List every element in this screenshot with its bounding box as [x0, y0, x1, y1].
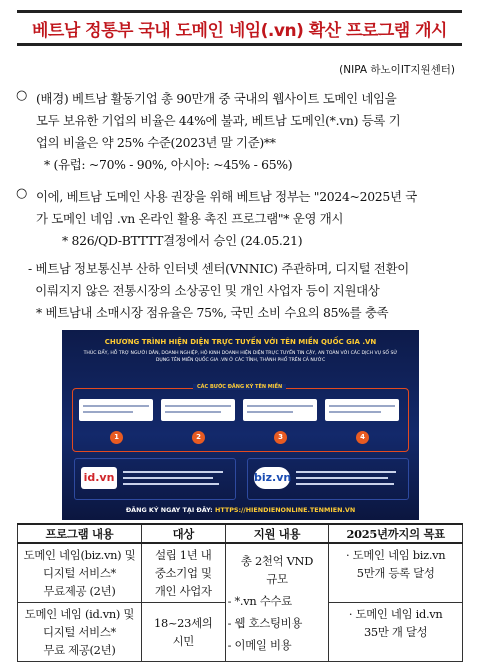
- biz-vn-logo: biz.vn: [254, 467, 290, 489]
- cell-line: 무료 제공(2년): [43, 643, 116, 657]
- cell-line: - 이메일 비용: [227, 638, 292, 652]
- table-cell-goal: [329, 543, 463, 603]
- cell-line: 개인 사업자: [154, 584, 212, 598]
- bullet-circle-1: ○: [16, 88, 28, 103]
- bullet-circle-2: ○: [16, 186, 28, 201]
- paragraph-note: * (유럽: ~70% - 90%, 아시아: ~45% - 65%): [44, 157, 293, 172]
- paragraph-line: 이뤄지지 않은 전통시장의 소상공인 및 개인 사업자 등이 지원대상: [28, 283, 380, 298]
- cell-line: 18~23세의: [154, 616, 213, 630]
- table-cell-target: [141, 603, 225, 662]
- banner-footer-url: HTTPS://HIENDIENONLINE.TENMIEN.VN: [214, 506, 356, 514]
- paragraph-line: - 베트남 정보통신부 산하 인터넷 센터(VNNIC) 주관하며, 디지털 전환이: [28, 261, 409, 276]
- cell-line: 중소기업 및: [154, 566, 212, 580]
- cell-line: 도메인 네임(biz.vn) 및: [23, 548, 136, 562]
- program-banner-image: [62, 330, 419, 520]
- paragraph-line: 업의 비율은 약 25% 수준(2023년 말 기준)**: [36, 135, 276, 150]
- paragraph-line: 모두 보유한 기업의 비율은 44%에 불과, 베트남 도메인(*.vn) 등록 기: [36, 113, 401, 128]
- cell-line: · 도메인 네임 id.vn: [348, 607, 443, 621]
- cell-line: 시민: [172, 634, 194, 648]
- banner-footer-prefix: ĐĂNG KÝ NGAY TẠI ĐÂY:: [125, 506, 213, 514]
- banner-title: CHƯƠNG TRÌNH HIỆN DIỆN TRỰC TUYẾN VỚI TÊN MIỀN QUỐC GIA .VN: [104, 338, 377, 346]
- cell-line: 규모: [266, 572, 288, 586]
- banner-step-card: [79, 399, 153, 421]
- cell-line: - *.vn 수수료: [227, 594, 292, 608]
- banner-step-card: [325, 399, 399, 421]
- banner-step-card: [161, 399, 235, 421]
- cell-line: 디지털 서비스*: [42, 625, 116, 639]
- banner-step-card: [243, 399, 317, 421]
- table-row: [18, 543, 463, 603]
- id-vn-logo: id.vn: [81, 467, 117, 489]
- table-header: 지원 내용: [225, 524, 329, 543]
- table-cell-content: [18, 543, 142, 603]
- banner-subtitle: THÚC ĐẨY, HỖ TRỢ NGƯỜI DÂN, DOANH NGHIỆP, HỘ KINH DOANH HIỆN DIỆN TRỰC TUYẾN TIN CẬY, AN TOÀN VỚI CÁC DỊCH VỤ SỐ SỬ DỤNG TÊN MIỀN QUỐC GIA .VN Ở CÁC TỈNH, THÀNH PHỐ TRÊN CẢ NƯỚC: [83, 351, 398, 363]
- table-header: 프로그램 내용: [18, 524, 142, 543]
- banner-steps-box: [72, 384, 409, 452]
- paragraph-vnnic: [28, 258, 468, 302]
- paragraph-line: (배경) 베트남 활동기업 총 90만개 중 국내의 웹사이트 도메인 네임을: [36, 91, 397, 106]
- banner-step-number: 1: [110, 431, 123, 444]
- banner-footer: [62, 506, 419, 514]
- table-header-row: [18, 524, 463, 543]
- paragraph-program: [36, 186, 468, 230]
- banner-step-number: 3: [274, 431, 287, 444]
- cell-line: 도메인 네임 (id.vn) 및: [24, 607, 135, 621]
- paragraph-note: * 826/QD-BTTTT결정에서 승인 (24.05.21): [62, 233, 303, 248]
- page-title: 베트남 정통부 국내 도메인 네임(.vn) 확산 프로그램 개시: [32, 20, 447, 41]
- cell-line: 무료제공 (2년): [43, 584, 116, 598]
- cell-line: 설립 1년 내: [155, 548, 212, 562]
- cell-line: 총 2천억 VND: [240, 554, 314, 568]
- banner-biz-vn-box: [247, 458, 409, 500]
- cell-line: 35만 개 달성: [363, 625, 428, 639]
- table-header: 2025년까지의 목표: [329, 524, 463, 543]
- paragraph-line: 이에, 베트남 도메인 사용 권장을 위해 베트남 정부는 "2024~2025년 국: [36, 189, 417, 204]
- paragraph-note: * 베트남내 소매시장 점유율은 75%, 국민 소비 수요의 85%를 충족: [36, 305, 389, 320]
- table-cell-support: [225, 543, 329, 662]
- table-header: 대상: [141, 524, 225, 543]
- banner-steps-label: CÁC BƯỚC ĐĂNG KÝ TÊN MIỀN: [193, 384, 286, 390]
- cell-line: 5만개 등록 달성: [356, 566, 435, 580]
- paragraph-background: [36, 88, 468, 154]
- banner-step-number: 2: [192, 431, 205, 444]
- source-label: (NIPA 하노이IT지원센터): [339, 64, 455, 76]
- table-cell-target: [141, 543, 225, 603]
- cell-line: - 웹 호스팅비용: [227, 616, 303, 630]
- paragraph-line: 가 도메인 네임 .vn 온라인 활용 촉진 프로그램"* 운영 개시: [36, 211, 344, 226]
- table-cell-goal: [329, 603, 463, 662]
- banner-id-vn-box: [74, 458, 236, 500]
- banner-step-number: 4: [356, 431, 369, 444]
- title-bar: [17, 10, 462, 46]
- cell-line: 디지털 서비스*: [42, 566, 116, 580]
- cell-line: · 도메인 네임 biz.vn: [346, 548, 446, 562]
- table-cell-content: [18, 603, 142, 662]
- program-summary-table: [17, 523, 463, 662]
